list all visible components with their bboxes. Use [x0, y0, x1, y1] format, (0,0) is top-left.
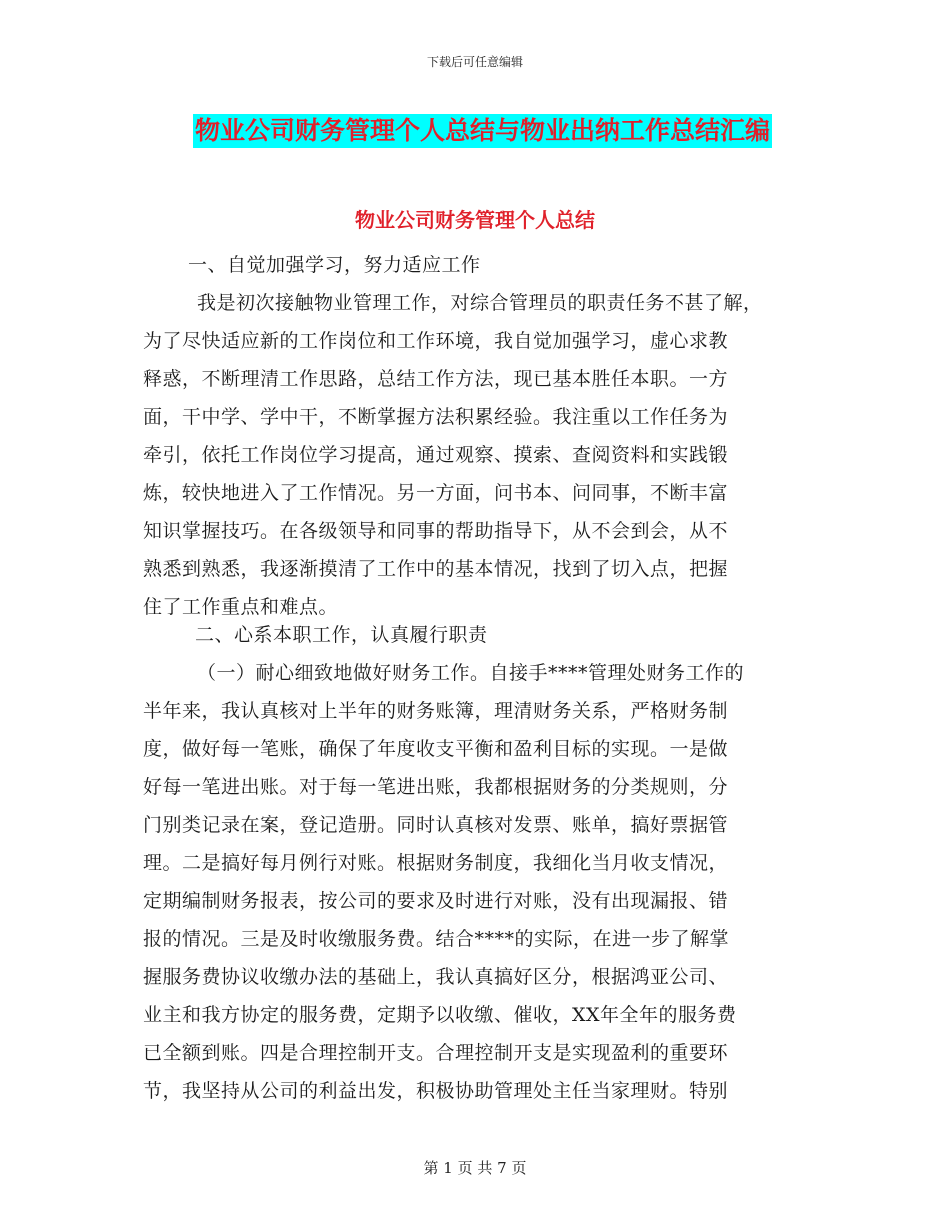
paragraph-line: 为了尽快适应新的工作岗位和工作环境，我自觉加强学习，虚心求教 — [143, 330, 729, 352]
paragraph-line: 业主和我方协定的服务费，定期予以收缴、催收，XX年全年的服务费 — [143, 1004, 737, 1026]
paragraph-line: 释惑，不断理清工作思路，总结工作方法，现已基本胜任本职。一方 — [143, 368, 729, 390]
paragraph-line: （一）耐心细致地做好财务工作。自接手****管理处财务工作的 — [197, 662, 745, 684]
paragraph-line: 报的情况。三是及时收缴服务费。结合****的实际，在进一步了解掌 — [143, 928, 730, 950]
heading-1: 一、自觉加强学习，努力适应工作 — [188, 254, 481, 276]
paragraph-line: 好每一笔进出账。对于每一笔进出账，我都根据财务的分类规则，分 — [143, 776, 729, 798]
paragraph-line: 节，我坚持从公司的利益出发，积极协助管理处主任当家理财。特别 — [143, 1080, 729, 1102]
paragraph-line: 牵引，依托工作岗位学习提高，通过观察、摸索、查阅资料和实践锻 — [143, 444, 729, 466]
paragraph-line: 我是初次接触物业管理工作，对综合管理员的职责任务不甚了解， — [197, 292, 763, 314]
heading-2: 二、心系本职工作，认真履行职责 — [195, 624, 488, 646]
paragraph-line: 知识掌握技巧。在各级领导和同事的帮助指导下，从不会到会，从不 — [143, 520, 729, 542]
page-number: 第 1 页 共 7 页 — [423, 1159, 527, 1177]
paragraph-line: 度，做好每一笔账，确保了年度收支平衡和盈利目标的实现。一是做 — [143, 738, 729, 760]
document-main-title: 物业公司财务管理个人总结与物业出纳工作总结汇编 — [193, 114, 772, 148]
paragraph-line: 定期编制财务报表，按公司的要求及时进行对账，没有出现漏报、错 — [143, 890, 729, 912]
paragraph-line: 已全额到账。四是合理控制开支。合理控制开支是实现盈利的重要环 — [143, 1042, 729, 1064]
paragraph-line: 理。二是搞好每月例行对账。根据财务制度，我细化当月收支情况， — [143, 852, 729, 874]
paragraph-line: 炼，较快地进入了工作情况。另一方面，问书本、问同事，不断丰富 — [143, 482, 729, 504]
paragraph-line: 握服务费协议收缴办法的基础上，我认真搞好区分，根据鸿亚公司、 — [143, 966, 729, 988]
paragraph-line: 门别类记录在案，登记造册。同时认真核对发票、账单，搞好票据管 — [143, 814, 729, 836]
paragraph-line: 住了工作重点和难点。 — [143, 596, 339, 618]
paragraph-line: 熟悉到熟悉，我逐渐摸清了工作中的基本情况，找到了切入点，把握 — [143, 558, 729, 580]
paragraph-line: 面，干中学、学中干，不断掌握方法积累经验。我注重以工作任务为 — [143, 406, 729, 428]
header-note: 下载后可任意编辑 — [426, 55, 523, 69]
section-title: 物业公司财务管理个人总结 — [355, 208, 595, 232]
paragraph-line: 半年来，我认真核对上半年的财务账簿，理清财务关系，严格财务制 — [143, 700, 729, 722]
